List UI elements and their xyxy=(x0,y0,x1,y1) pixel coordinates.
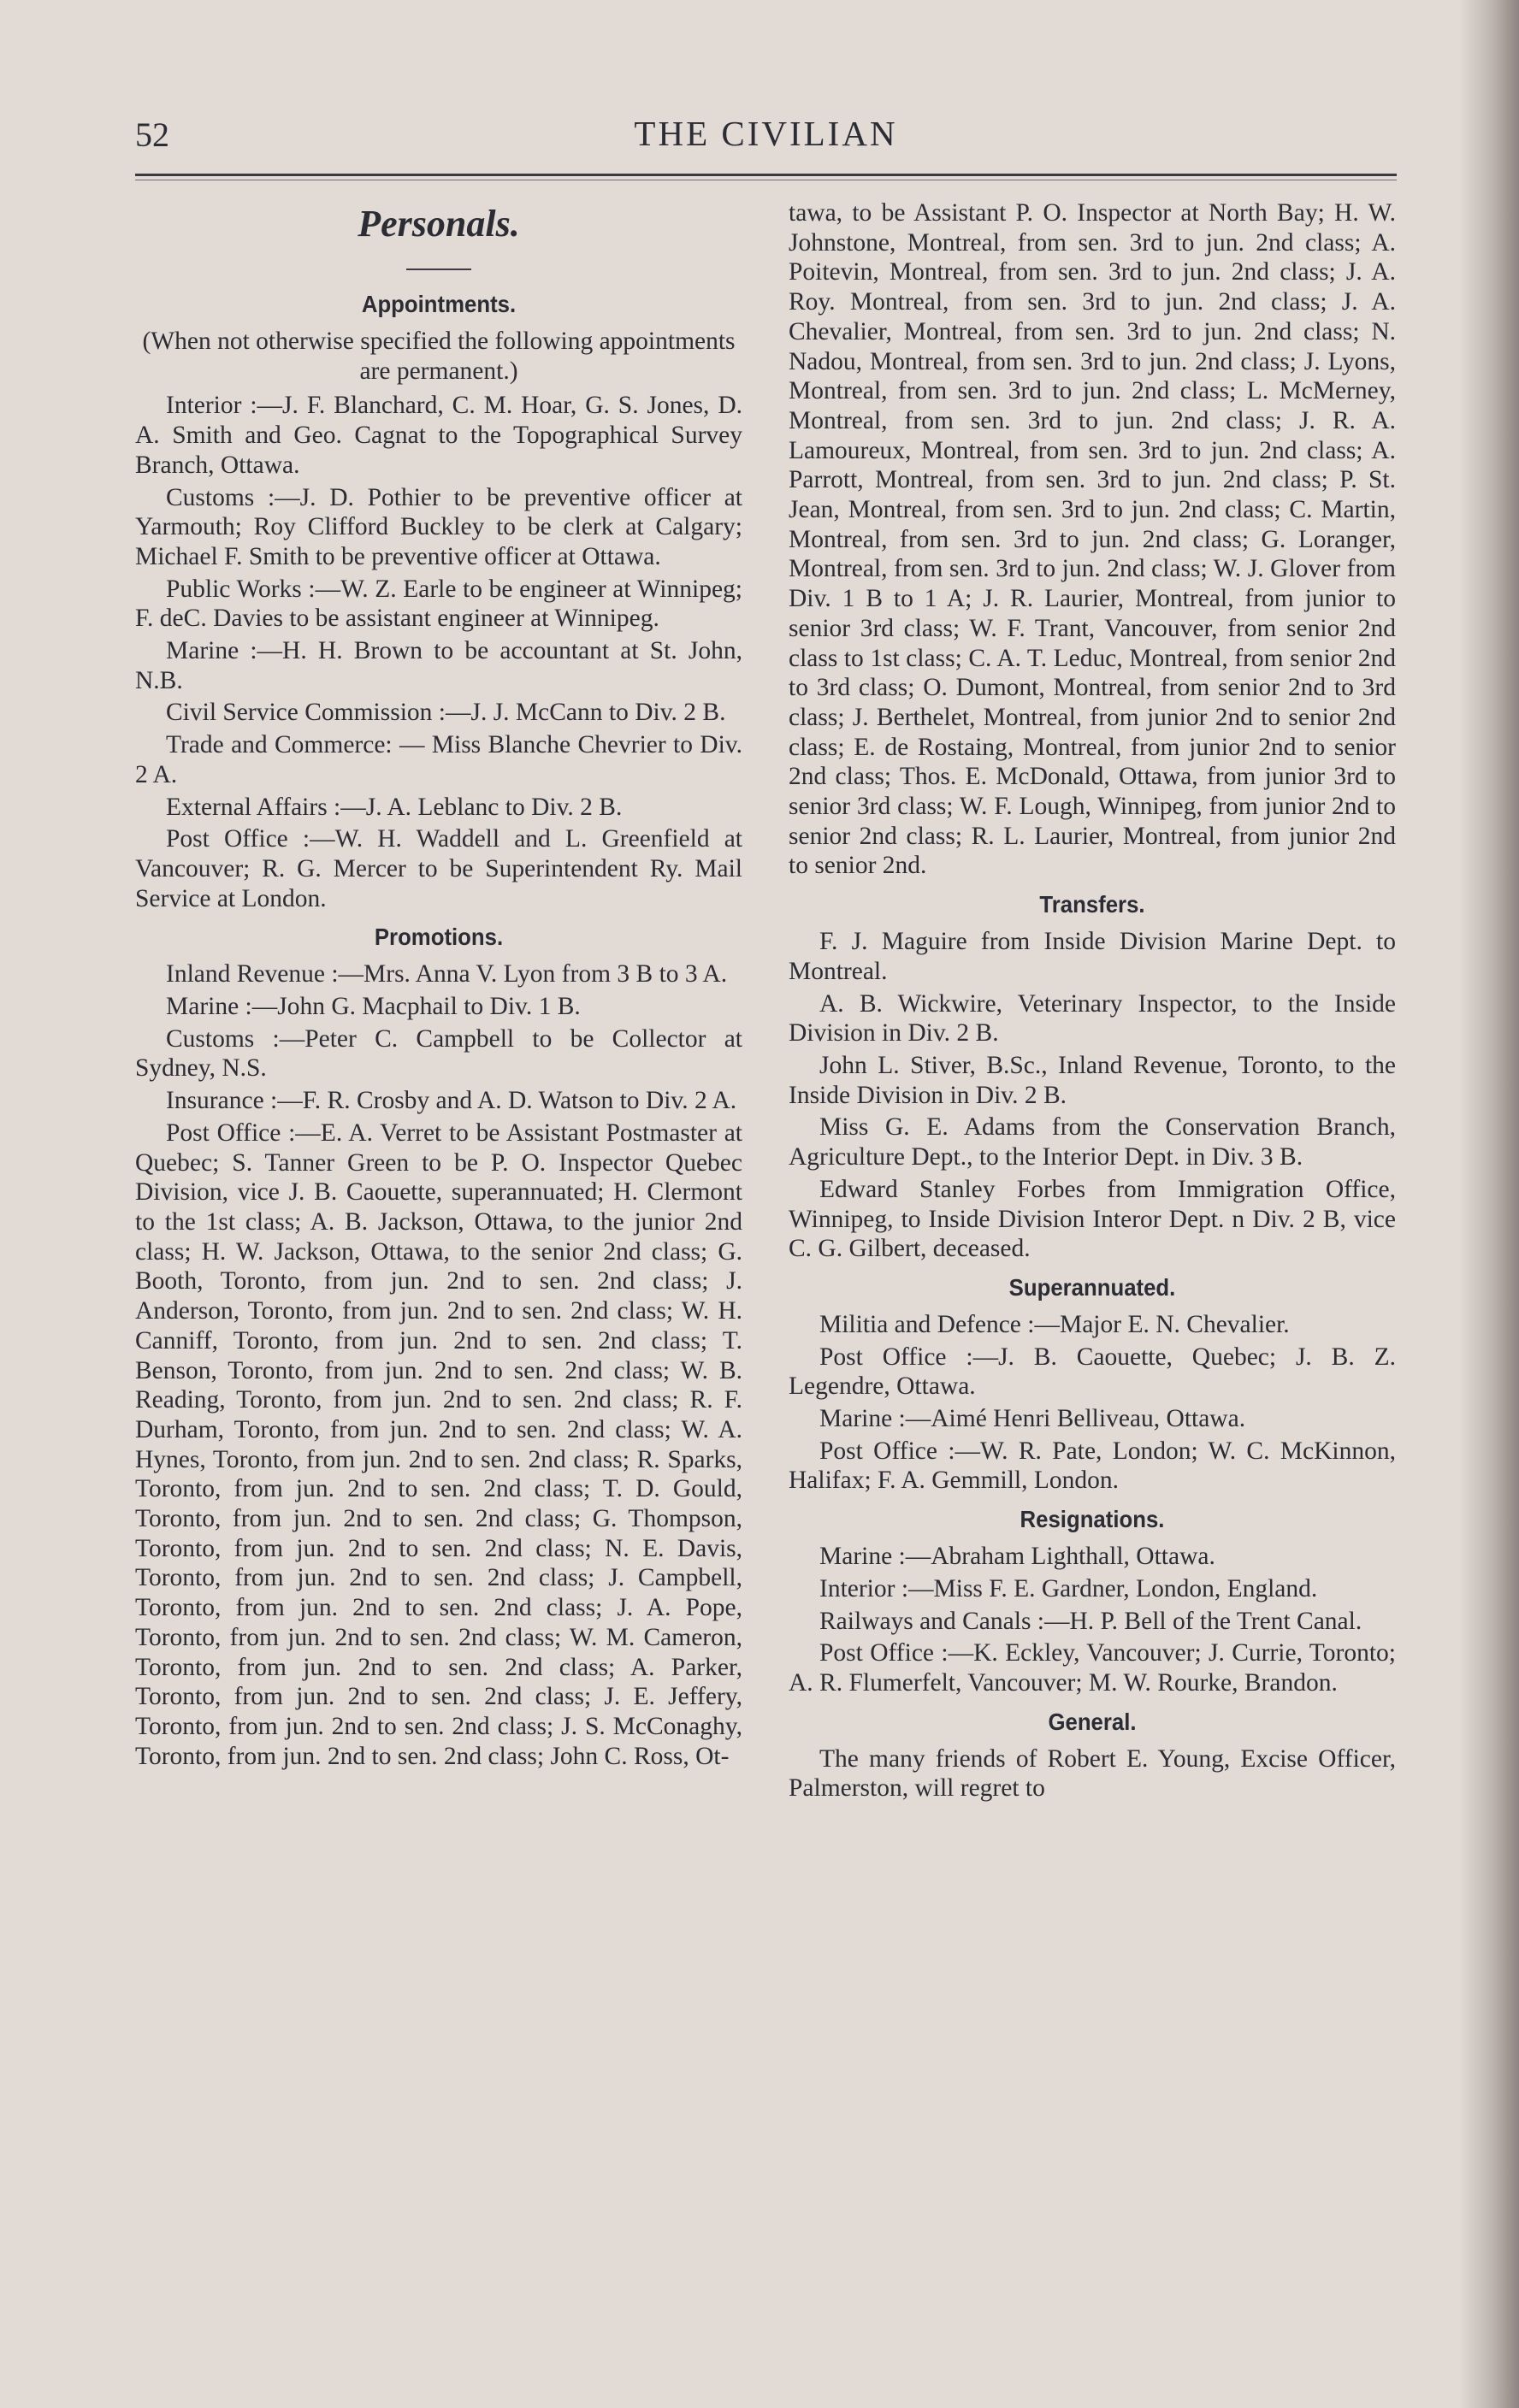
promotion-entry: Insurance :—F. R. Crosby and A. D. Watson to Div. 2 A. xyxy=(166,1087,737,1115)
superannuated-entry: Militia and Defence :—Major E. N. Chevalier. xyxy=(819,1310,1290,1338)
promotion-entry: Post Office :—E. A. Verret to be Assistant Postmaster at Quebec; S. Tanner Green to be P. O. Inspector Quebec Division, vice J. B. Caouette, superannuated; H. Clermont to the 1st class; A. B. Jackson, Ottawa, to the junior 2nd class; H. W. Jackson, Ottawa, to the senior 2nd class; G. Booth, Toronto, from jun. 2nd to sen. 2nd class; J. Anderson, Toronto, from jun. 2nd to sen. 2nd class; W. H. Canniff, Toronto, from jun. 2nd to sen. 2nd class; T. Benson, Toronto, from jun. 2nd to sen. 2nd class; W. B. Reading, Toronto, from jun. 2nd to sen. 2nd class; R. F. Durham, Toronto, from jun. 2nd to sen. 2nd class; W. A. Hynes, Toronto, from jun. 2nd to sen. 2nd class; R. Sparks, Toronto, from jun. 2nd to sen. 2nd class; T. D. Gould, Toronto, from jun. 2nd to sen. 2nd class; G. Thompson, Toronto, from jun. 2nd to sen. 2nd class; N. E. Davis, Toronto, from jun. 2nd to sen. 2nd class; J. Campbell, Toronto, from jun. 2nd to sen. 2nd class; J. A. Pope, Toronto, from jun. 2nd to sen. 2nd class; W. M. Cameron, Toronto, from jun. 2nd to sen. 2nd class; A. Parker, Toronto, from jun. 2nd to sen. 2nd class; J. E. Jeffery, Toronto, from jun. 2nd to sen. 2nd class; J. S. McConaghy, Toronto, from jun. 2nd to sen. 2nd class; John C. Ross, Ot- xyxy=(135,1118,742,1770)
right-column xyxy=(789,198,1396,1806)
resignation-entry: Post Office :—K. Eckley, Vancouver; J. Currie, Toronto; A. R. Flumerfelt, Vancouver; M. W. Rourke, Brandon. xyxy=(789,1639,1396,1697)
resignation-entry: Railways and Canals :—H. P. Bell of the Trent Canal. xyxy=(819,1607,1362,1635)
appointment-entry: Interior :—J. F. Blanchard, C. M. Hoar, G. S. Jones, D. A. Smith and Geo. Cagnat to the Topographical Survey Branch, Ottawa. xyxy=(135,392,742,479)
superannuated-entry: Post Office :—J. B. Caouette, Quebec; J. B. Z. Legendre, Ottawa. xyxy=(789,1343,1396,1401)
left-column xyxy=(135,198,742,1774)
section-title: Personals. xyxy=(358,203,520,245)
transfer-entry: A. B. Wickwire, Veterinary Inspector, to the Inside Division in Div. 2 B. xyxy=(789,989,1396,1048)
title-divider xyxy=(406,269,471,270)
appointment-entry: Public Works :—W. Z. Earle to be engineer at Winnipeg; F. deC. Davies to be assistant engineer at Winnipeg. xyxy=(135,575,742,633)
superannuated-entry: Marine :—Aimé Henri Belliveau, Ottawa. xyxy=(819,1405,1246,1433)
resignation-entry: Interior :—Miss F. E. Gardner, London, England. xyxy=(819,1574,1318,1602)
promotion-entry: Inland Revenue :—Mrs. Anna V. Lyon from 3 B to 3 A. xyxy=(166,960,728,989)
transfer-entry: Edward Stanley Forbes from Immigration Office, Winnipeg, to Inside Division Interor Dept. n Div. 2 B, vice C. G. Gilbert, deceased. xyxy=(789,1175,1396,1263)
transfer-entry: Miss G. E. Adams from the Conservation Branch, Agriculture Dept., to the Interior Dept. in Div. 3 B. xyxy=(789,1113,1396,1172)
appointment-entry: Customs :—J. D. Pothier to be preventive officer at Yarmouth; Roy Clifford Buckley to be clerk at Calgary; Michael F. Smith to be preventive officer at Ottawa. xyxy=(135,483,742,570)
promotions-continued: tawa, to be Assistant P. O. Inspector at North Bay; H. W. Johnstone, Montreal, from sen. 3rd to jun. 2nd class; A. Poitevin, Montreal, from sen. 3rd to jun. 2nd class; J. A. Roy. Montreal, from sen. 3rd to jun. 2nd class; J. A. Chevalier, Montreal, from sen. 3rd to jun. 2nd class; N. Nadou, Montreal, from sen. 3rd to jun. 2nd class; J. Lyons, Montreal, from sen. 3rd to jun. 2nd class; L. McMerney, Montreal, from sen. 3rd to jun. 2nd class; J. R. A. Lamoureux, Montreal, from sen. 3rd to jun. 2nd class; A. Parrott, Montreal, from sen. 3rd to jun. 2nd class; P. St. Jean, Montreal, from sen. 3rd to jun. 2nd class; C. Martin, Montreal, from sen. 3rd to jun. 2nd class; G. Loranger, Montreal, from sen. 3rd to jun. 2nd class; W. J. Glover from Div. 1 B to 1 A; J. R. Laurier, Montreal, from junior to senior 3rd class; W. F. Trant, Vancouver, from senior 2nd class to 1st class; C. A. T. Leduc, Montreal, from senior 2nd to 3rd class; O. Dumont, Montreal, from senior 2nd to 3rd class; J. Berthelet, Montreal, from junior 2nd to senior 2nd class; E. de Rostaing, Montreal, from junior 2nd to senior 2nd class; Thos. E. McDonald, Ottawa, from junior 3rd to senior 3rd class; W. F. Lough, Winnipeg, from junior 2nd to senior 2nd class; R. L. Laurier, Montreal, from junior 2nd to senior 2nd. xyxy=(789,199,1396,880)
running-title: THE CIVILIAN xyxy=(634,114,898,153)
superannuated-entry: Post Office :—W. R. Pate, London; W. C. McKinnon, Halifax; F. A. Gemmill, London. xyxy=(789,1437,1396,1495)
appointments-intro: (When not otherwise specified the following appointments are permanent.) xyxy=(142,328,736,385)
transfers-heading: Transfers. xyxy=(1039,891,1145,918)
appointment-entry: Civil Service Commission :—J. J. McCann to Div. 2 B. xyxy=(166,699,726,727)
promotion-entry: Customs :—Peter C. Campbell to be Collector at Sydney, N.S. xyxy=(135,1024,742,1083)
appointment-entry: Trade and Commerce: — Miss Blanche Chevrier to Div. 2 A. xyxy=(135,731,742,788)
transfer-entry: F. J. Maguire from Inside Division Marine Dept. to Montreal. xyxy=(789,928,1396,985)
appointment-entry: Post Office :—W. H. Waddell and L. Greenfield at Vancouver; R. G. Mercer to be Superintendent Ry. Mail Service at London. xyxy=(135,825,742,912)
general-heading: General. xyxy=(1048,1708,1137,1735)
resignations-heading: Resignations. xyxy=(1020,1506,1165,1533)
header-rule xyxy=(135,174,1397,176)
page-edge-shadow xyxy=(1459,0,1519,2408)
transfer-entry: John L. Stiver, B.Sc., Inland Revenue, Toronto, to the Inside Division in Div. 2 B. xyxy=(789,1051,1396,1109)
general-entry: The many friends of Robert E. Young, Excise Officer, Palmerston, will regret to xyxy=(789,1744,1396,1803)
page-header xyxy=(135,109,1397,161)
appointments-heading: Appointments. xyxy=(361,291,517,317)
appointment-entry: Marine :—H. H. Brown to be accountant at St. John, N.B. xyxy=(135,637,742,694)
resignation-entry: Marine :—Abraham Lighthall, Ottawa. xyxy=(819,1543,1215,1571)
promotion-entry: Marine :—John G. Macphail to Div. 1 B. xyxy=(166,993,581,1021)
appointment-entry: External Affairs :—J. A. Leblanc to Div. 2 B. xyxy=(166,793,623,821)
page-number: 52 xyxy=(135,115,169,154)
promotions-heading: Promotions. xyxy=(374,924,504,951)
superannuated-heading: Superannuated. xyxy=(1008,1273,1176,1301)
